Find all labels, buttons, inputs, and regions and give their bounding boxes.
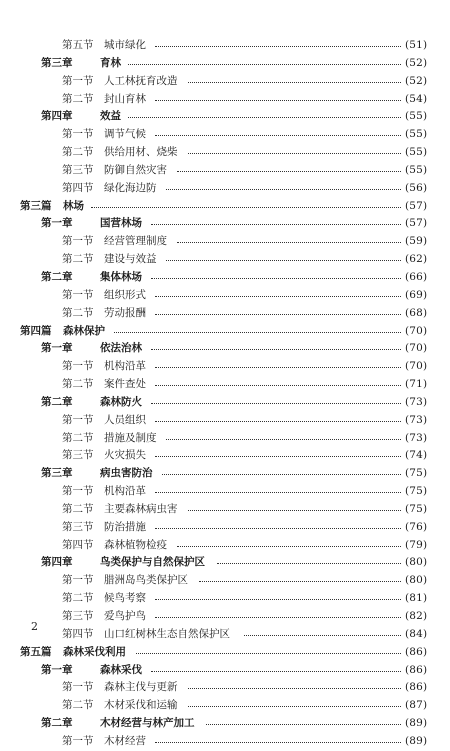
page-ref: (62)	[405, 253, 428, 266]
dot-leader	[155, 608, 401, 626]
section-title: 腊洲岛鸟类保护区	[104, 574, 188, 587]
toc-entry-section	[0, 626, 450, 644]
page-ref: (73)	[405, 413, 428, 426]
section-title: 森林主伐与更新	[104, 681, 178, 694]
chapter-number: 第二章	[41, 270, 73, 283]
section-title: 封山育林	[104, 92, 146, 105]
section-number: 第三节	[62, 520, 94, 533]
dot-leader	[188, 144, 401, 162]
section-title: 木材采伐和运输	[104, 699, 178, 712]
page-ref: (68)	[405, 306, 428, 319]
chapter-number: 第一章	[41, 342, 73, 355]
section-number: 第一节	[62, 413, 94, 426]
section-number: 第二节	[62, 502, 94, 515]
section-number: 第三节	[62, 449, 94, 462]
toc-entry-section	[0, 287, 450, 305]
dot-leader	[166, 180, 401, 198]
part-number: 第五篇	[20, 645, 52, 658]
dot-leader	[166, 430, 401, 448]
page-ref: (55)	[405, 146, 428, 159]
dot-leader	[136, 644, 401, 662]
toc-entry-chapter	[0, 715, 450, 733]
chapter-title: 育林	[100, 56, 121, 69]
toc-entry-section	[0, 501, 450, 519]
toc-entry-section	[0, 144, 450, 162]
toc-entry-chapter	[0, 662, 450, 680]
toc-entry-section	[0, 430, 450, 448]
chapter-title: 国营林场	[100, 217, 142, 230]
chapter-number: 第一章	[41, 217, 73, 230]
page-ref: (71)	[405, 378, 428, 391]
section-title: 经营管理制度	[104, 235, 167, 248]
section-number: 第二节	[62, 146, 94, 159]
section-number: 第二节	[62, 253, 94, 266]
page-ref: (55)	[405, 110, 428, 123]
page-ref: (89)	[405, 734, 428, 747]
dot-leader	[177, 233, 401, 251]
chapter-number: 第二章	[41, 717, 73, 730]
dot-leader	[155, 358, 401, 376]
toc-entry-chapter	[0, 269, 450, 287]
dot-leader	[151, 662, 401, 680]
toc-entry-section	[0, 358, 450, 376]
part-title: 林场	[63, 199, 84, 212]
section-number: 第一节	[62, 360, 94, 373]
section-title: 防御自然灾害	[104, 163, 167, 176]
dot-leader	[155, 91, 401, 109]
section-number: 第二节	[62, 378, 94, 391]
section-title: 供给用材、烧柴	[104, 146, 178, 159]
dot-leader	[217, 554, 401, 572]
section-title: 绿化海边防	[104, 181, 157, 194]
page-ref: (86)	[405, 645, 428, 658]
toc-entry-chapter	[0, 554, 450, 572]
toc-entry-section	[0, 608, 450, 626]
toc-entry-section	[0, 679, 450, 697]
toc-entry-part	[0, 644, 450, 662]
page-ref: (52)	[405, 56, 428, 69]
section-number: 第一节	[62, 734, 94, 747]
toc-entry-section	[0, 412, 450, 430]
section-number: 第一节	[62, 235, 94, 248]
page-ref: (69)	[405, 288, 428, 301]
dot-leader	[206, 715, 401, 733]
toc-entry-section	[0, 180, 450, 198]
toc-entry-chapter	[0, 55, 450, 73]
page-ref: (70)	[405, 360, 428, 373]
toc-entry-section	[0, 233, 450, 251]
dot-leader	[155, 733, 401, 751]
chapter-number: 第三章	[41, 467, 73, 480]
chapter-title: 木材经营与林产加工	[100, 717, 195, 730]
dot-leader	[199, 572, 401, 590]
dot-leader	[155, 287, 401, 305]
section-title: 火灾损失	[104, 449, 146, 462]
section-title: 调节气候	[104, 128, 146, 141]
section-title: 防治措施	[104, 520, 146, 533]
dot-leader	[155, 412, 401, 430]
page-ref: (56)	[405, 181, 428, 194]
section-number: 第一节	[62, 288, 94, 301]
chapter-number: 第四章	[41, 556, 73, 569]
toc-entry-chapter	[0, 215, 450, 233]
toc-entry-section	[0, 483, 450, 501]
dot-leader	[151, 340, 401, 358]
chapter-number: 第一章	[41, 663, 73, 676]
section-title: 建设与效益	[104, 253, 157, 266]
dot-leader	[166, 251, 401, 269]
section-title: 机构沿革	[104, 485, 146, 498]
toc-entry-chapter	[0, 340, 450, 358]
dot-leader	[188, 73, 401, 91]
dot-leader	[155, 305, 401, 323]
section-title: 机构沿革	[104, 360, 146, 373]
page-ref: (82)	[405, 610, 428, 622]
chapter-title: 森林采伐	[100, 663, 142, 676]
toc-entry-section	[0, 447, 450, 465]
dot-leader	[155, 590, 401, 608]
page-ref: (55)	[405, 128, 428, 141]
dot-leader	[188, 679, 401, 697]
toc-entry-section	[0, 572, 450, 590]
dot-leader	[188, 697, 401, 715]
page-ref: (75)	[405, 467, 428, 480]
toc-entry-section	[0, 73, 450, 91]
dot-leader	[188, 501, 401, 519]
chapter-title: 依法治林	[100, 342, 142, 355]
dot-leader	[177, 162, 401, 180]
toc-entry-section	[0, 519, 450, 537]
section-number: 第四节	[62, 181, 94, 194]
toc-entry-section	[0, 697, 450, 715]
section-number: 第二节	[62, 699, 94, 712]
chapter-number: 第三章	[41, 56, 73, 69]
table-of-contents	[0, 37, 450, 751]
page-ref: (55)	[405, 163, 428, 176]
page-ref: (80)	[405, 556, 428, 569]
toc-entry-section	[0, 590, 450, 608]
toc-entry-section	[0, 305, 450, 323]
section-title: 案件查处	[104, 378, 146, 391]
page-ref: (54)	[405, 92, 428, 105]
dot-leader	[128, 55, 401, 73]
section-number: 第一节	[62, 681, 94, 694]
section-number: 第三节	[62, 610, 94, 622]
toc-entry-section	[0, 537, 450, 555]
page-ref: (79)	[405, 538, 428, 551]
chapter-title: 鸟类保护与自然保护区	[100, 556, 205, 569]
section-number: 第四节	[62, 538, 94, 551]
section-title: 爱鸟护鸟	[104, 610, 146, 622]
dot-leader	[244, 626, 401, 644]
page-ref: (75)	[405, 485, 428, 498]
section-number: 第四节	[62, 627, 94, 640]
page-ref: (52)	[405, 74, 428, 87]
section-title: 劳动报酬	[104, 306, 146, 319]
page-ref: (70)	[405, 342, 428, 355]
page-ref: (70)	[405, 324, 428, 337]
chapter-title: 森林防火	[100, 395, 142, 408]
dot-leader	[155, 483, 401, 501]
dot-leader	[151, 394, 401, 412]
toc-entry-section	[0, 251, 450, 269]
page-ref: (84)	[405, 627, 428, 640]
section-number: 第二节	[62, 92, 94, 105]
section-number: 第三节	[62, 163, 94, 176]
section-number: 第一节	[62, 574, 94, 587]
section-title: 候鸟考察	[104, 592, 146, 605]
dot-leader	[155, 376, 401, 394]
dot-leader	[155, 519, 401, 537]
toc-entry-section	[0, 162, 450, 180]
page-ref: (81)	[405, 592, 428, 605]
chapter-title: 效益	[100, 110, 121, 123]
part-number: 第四篇	[20, 324, 52, 337]
section-title: 组织形式	[104, 288, 146, 301]
toc-entry-chapter	[0, 394, 450, 412]
section-title: 山口红树林生态自然保护区	[104, 627, 230, 640]
page-number: 2	[31, 620, 38, 633]
toc-entry-part	[0, 323, 450, 341]
dot-leader	[114, 323, 401, 341]
section-number: 第二节	[62, 431, 94, 444]
dot-leader	[128, 108, 401, 126]
toc-list	[0, 37, 450, 751]
section-title: 城市绿化	[104, 39, 146, 51]
section-title: 人工林抚育改造	[104, 74, 178, 87]
section-number: 第一节	[62, 74, 94, 87]
section-title: 森林植物检疫	[104, 538, 167, 551]
part-title: 森林保护	[63, 324, 105, 337]
dot-leader	[151, 215, 401, 233]
chapter-number: 第四章	[41, 110, 73, 123]
page-ref: (51)	[405, 39, 428, 51]
section-title: 人员组织	[104, 413, 146, 426]
page-ref: (57)	[405, 199, 428, 212]
section-title: 主要森林病虫害	[104, 502, 178, 515]
chapter-title: 病虫害防治	[100, 467, 153, 480]
section-number: 第五节	[62, 39, 94, 51]
section-title: 木材经营	[104, 734, 146, 747]
page-ref: (86)	[405, 663, 428, 676]
page-ref: (74)	[405, 449, 428, 462]
part-number: 第三篇	[20, 199, 52, 212]
toc-entry-section	[0, 733, 450, 751]
page-ref: (57)	[405, 217, 428, 230]
toc-entry-section	[0, 91, 450, 109]
page-ref: (66)	[405, 270, 428, 283]
dot-leader	[162, 465, 401, 483]
page-ref: (89)	[405, 717, 428, 730]
part-title: 森林采伐利用	[63, 645, 126, 658]
section-number: 第一节	[62, 128, 94, 141]
chapter-number: 第二章	[41, 395, 73, 408]
dot-leader	[155, 126, 401, 144]
dot-leader	[91, 198, 401, 216]
toc-entry-part	[0, 198, 450, 216]
toc-entry-section	[0, 126, 450, 144]
page-ref: (75)	[405, 502, 428, 515]
page-ref: (76)	[405, 520, 428, 533]
dot-leader	[155, 37, 401, 55]
page-ref: (59)	[405, 235, 428, 248]
toc-entry-chapter	[0, 465, 450, 483]
chapter-title: 集体林场	[100, 270, 142, 283]
page-ref: (73)	[405, 395, 428, 408]
toc-entry-chapter	[0, 108, 450, 126]
page-ref: (87)	[405, 699, 428, 712]
toc-entry-section	[0, 37, 450, 55]
dot-leader	[155, 447, 401, 465]
dot-leader	[177, 537, 401, 555]
section-number: 第二节	[62, 592, 94, 605]
page-ref: (86)	[405, 681, 428, 694]
page-ref: (80)	[405, 574, 428, 587]
section-number: 第二节	[62, 306, 94, 319]
dot-leader	[151, 269, 401, 287]
section-number: 第一节	[62, 485, 94, 498]
section-title: 措施及制度	[104, 431, 157, 444]
page-ref: (73)	[405, 431, 428, 444]
toc-entry-section	[0, 376, 450, 394]
